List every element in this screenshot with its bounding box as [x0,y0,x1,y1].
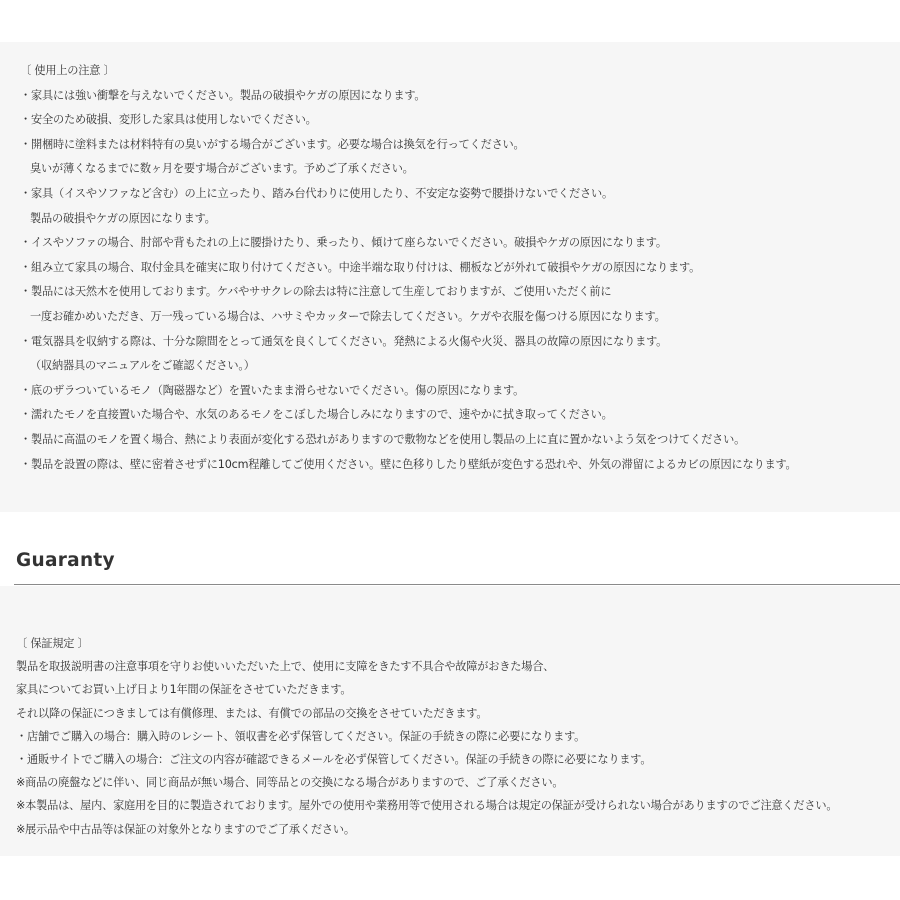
usage-note-line: ・電気器具を収納する際は、十分な隙間をとって通気を良くしてください。発熱による火傷や火災、器具の故障の原因になります。 [20,334,668,348]
usage-note-line: 製品の破損やケガの原因になります。 [30,211,216,225]
guaranty-line: ・店舗でご購入の場合：購入時のレシート、領収書を必ず保管してください。保証の手続きの際に必要になります。 [16,729,586,743]
usage-note-line: ・底のザラついているモノ（陶磁器など）を置いたまま滑らせないでください。傷の原因になります。 [20,383,525,397]
guaranty-line: ※展示品や中古品等は保証の対象外となりますのでご了承ください。 [16,822,355,836]
usage-note-line: ・イスやソファの場合、肘部や背もたれの上に腰掛けたり、乗ったり、傾けて座らないでください。破損やケガの原因になります。 [20,236,667,250]
usage-notes-section [20,59,898,477]
usage-notes-list [20,84,898,478]
usage-notes-heading: 〔 使用上の注意 〕 [20,64,115,77]
usage-note-line: ・濡れたモノを直接置いた場合や、水気のあるモノをこぼした場合しみになりますので、速やかに拭き取ってください。 [20,408,613,422]
guaranty-heading: 〔 保証規定 〕 [16,637,89,650]
guaranty-section [16,632,898,841]
guaranty-line: それ以降の保証につきましては有償修理、または、有償での部品の交換をさせていただきます。 [16,706,488,720]
usage-note-line: ・安全のため破損、変形した家具は使用しないでください。 [20,113,317,127]
usage-note-line: ・開梱時に塗料または材料特有の臭いがする場合がございます。必要な場合は換気を行ってください。 [20,137,525,151]
usage-note-line: 一度お確かめいただき、万一残っている場合は、ハサミやカッターで除去してください。ケガや衣服を傷つける原因になります。 [30,309,666,323]
guaranty-line: ※商品の廃盤などに伴い、同じ商品が無い場合、同等品との交換になる場合がありますので、ご了承ください。 [16,776,564,790]
usage-note-line: ・製品に高温のモノを置く場合、熱により表面が変化する恐れがありますので敷物などを使用し製品の上に直に置かないよう気をつけてください。 [20,432,746,446]
usage-note-line: ・製品を設置の際は、壁に密着させずに10cm程離してご使用ください。壁に色移りしたり壁紙が変色する恐れや、外気の滞留によるカビの原因になります。 [20,457,797,471]
guaranty-line: 家具についてお買い上げ日より1年間の保証をさせていただきます。 [16,683,352,697]
guaranty-line: ※本製品は、屋内、家庭用を目的に製造されております。屋外での使用や業務用等で使用される場合は規定の保証が受けられない場合がありますのでご注意ください。 [16,799,838,813]
usage-note-line: ・家具には強い衝撃を与えないでください。製品の破損やケガの原因になります。 [20,88,426,102]
usage-note-line: 臭いが薄くなるまでに数ヶ月を要す場合がございます。予めご了承ください。 [30,162,414,176]
usage-note-line: ・製品には天然木を使用しております。ケバやササクレの除去は特に注意して生産しておりますが、ご使用いただく前に [20,285,612,299]
section-divider [14,584,900,585]
guaranty-line: 製品を取扱説明書の注意事項を守りお使いいただいた上で、使用に支障をきたす不具合や故障がおきた場合、 [16,660,555,674]
guaranty-list [16,655,898,841]
guaranty-line: ・通販サイトでご購入の場合：ご注文の内容が確認できるメールを必ず保管してください。保証の手続きの際に必要になります。 [16,752,652,766]
usage-note-line: ・家具（イスやソファなど含む）の上に立ったり、踏み台代わりに使用したり、不安定な姿勢で腰掛けないでください。 [20,186,613,200]
usage-note-line: （収納器具のマニュアルをご確認ください。） [30,359,255,373]
guaranty-title: Guaranty [16,550,115,571]
usage-note-line: ・組み立て家具の場合、取付金具を確実に取り付けてください。中途半端な取り付けは、棚板などが外れて破損やケガの原因になります。 [20,260,701,274]
